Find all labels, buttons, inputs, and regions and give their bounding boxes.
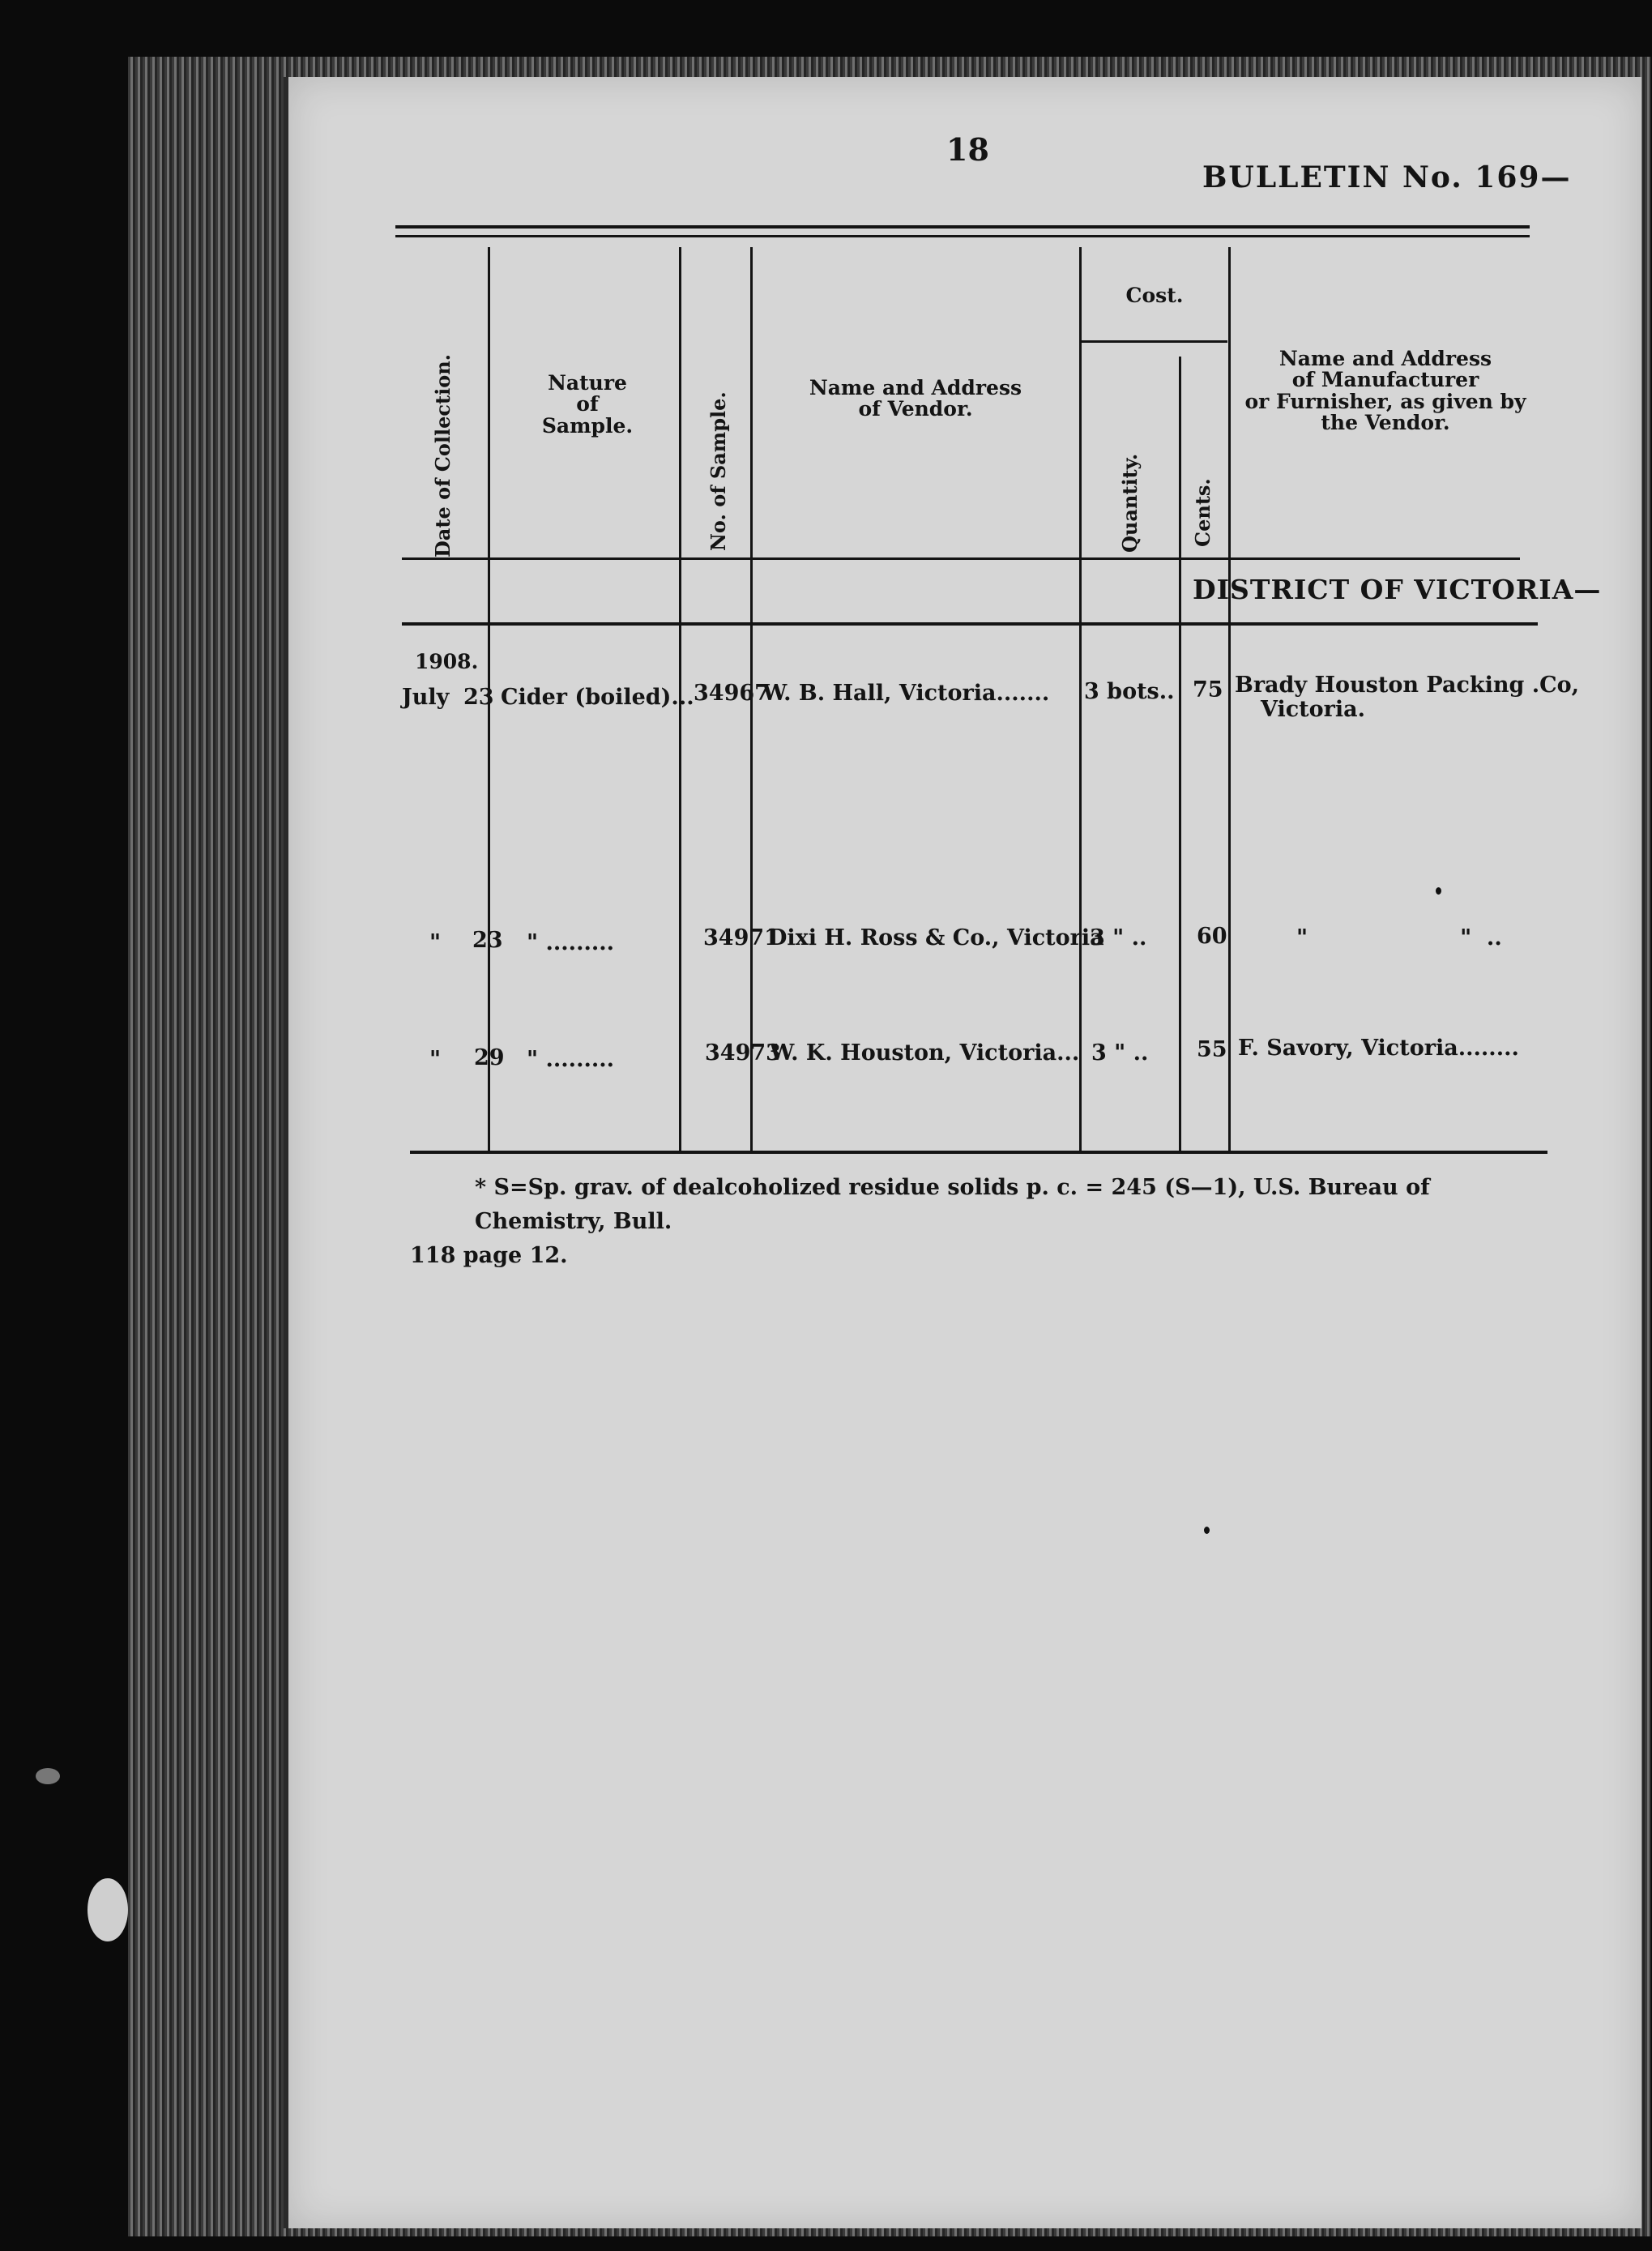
- row-3-sample-no: 34973: [705, 1040, 781, 1066]
- running-head: BULLETIN No. 169—: [1202, 160, 1572, 194]
- footnote-line-2: 118 page 12.: [410, 1242, 568, 1268]
- row-3-manufacturer: F. Savory, Victoria........: [1238, 1036, 1519, 1061]
- row-1-quantity: 3 bots..: [1084, 679, 1175, 704]
- row-2-manufacturer: " " ..: [1296, 925, 1502, 950]
- row-1-manufacturer-cont: Victoria.: [1261, 697, 1366, 722]
- row-2-nature: " .........: [527, 930, 615, 955]
- footnote-line-1: * S=Sp. grav. of dealcoholized residue solids p. c. = 245 (S—1), U.S. Bureau of Chemistry, Bull.: [475, 1175, 1430, 1234]
- row-1-day: 23: [463, 685, 494, 710]
- header-cost: Cost.: [1125, 284, 1184, 307]
- column-rule: [1079, 247, 1082, 1153]
- row-1-vendor: W. B. Hall, Victoria.......: [762, 681, 1050, 706]
- header-bottom-rule: [402, 557, 1520, 560]
- table-top-rule-2: [395, 235, 1530, 237]
- table-bottom-rule: [410, 1151, 1547, 1154]
- column-rule: [1179, 357, 1181, 1153]
- row-1-nature: Cider (boiled)...: [501, 685, 694, 710]
- row-1-cents: 75: [1193, 677, 1223, 703]
- row-2-cents: 60: [1197, 924, 1227, 949]
- scan-blot: [36, 1768, 60, 1784]
- row-2-month: ": [429, 930, 442, 955]
- district-heading: DISTRICT OF VICTORIA—: [1193, 574, 1602, 605]
- scan-blot: [88, 1878, 128, 1941]
- row-1-sample-no: 34967: [694, 681, 770, 706]
- row-2-vendor: Dixi H. Ross & Co., Victoria: [768, 925, 1104, 950]
- table-top-rule: [395, 225, 1530, 229]
- header-sample-number: No. of Sample.: [706, 391, 730, 551]
- column-rule: [1228, 247, 1231, 1153]
- year-label: 1908.: [415, 650, 479, 673]
- header-date-of-collection: Date of Collection.: [431, 353, 455, 557]
- header-vendor: Name and Address of Vendor.: [809, 376, 1022, 421]
- header-cents: Cents.: [1191, 478, 1214, 547]
- ink-speck: [1204, 1527, 1210, 1534]
- page-number: 18: [946, 131, 989, 168]
- district-rule: [402, 622, 1538, 626]
- ink-speck: [1436, 887, 1441, 895]
- row-3-cents: 55: [1197, 1037, 1227, 1062]
- row-3-nature: " .........: [527, 1047, 615, 1072]
- row-3-month: ": [429, 1047, 442, 1072]
- row-1-manufacturer: Brady Houston Packing .Co,: [1235, 673, 1580, 698]
- row-1-month: July: [402, 685, 450, 710]
- row-2-quantity: 3 " ..: [1090, 925, 1147, 950]
- row-2-sample-no: 34971: [703, 925, 779, 950]
- row-2-day: 23: [472, 928, 503, 953]
- header-nature-of-sample: Nature of Sample.: [541, 371, 634, 438]
- cost-underline: [1082, 340, 1227, 343]
- footnote: [410, 1171, 1560, 1273]
- row-3-day: 29: [474, 1045, 505, 1070]
- row-3-vendor: W. K. Houston, Victoria...: [770, 1040, 1080, 1066]
- row-3-quantity: 3 " ..: [1091, 1040, 1149, 1066]
- header-quantity: Quantity.: [1118, 453, 1142, 553]
- header-manufacturer: Name and Address of Manufacturer or Furnisher, as given by the Vendor.: [1244, 347, 1526, 434]
